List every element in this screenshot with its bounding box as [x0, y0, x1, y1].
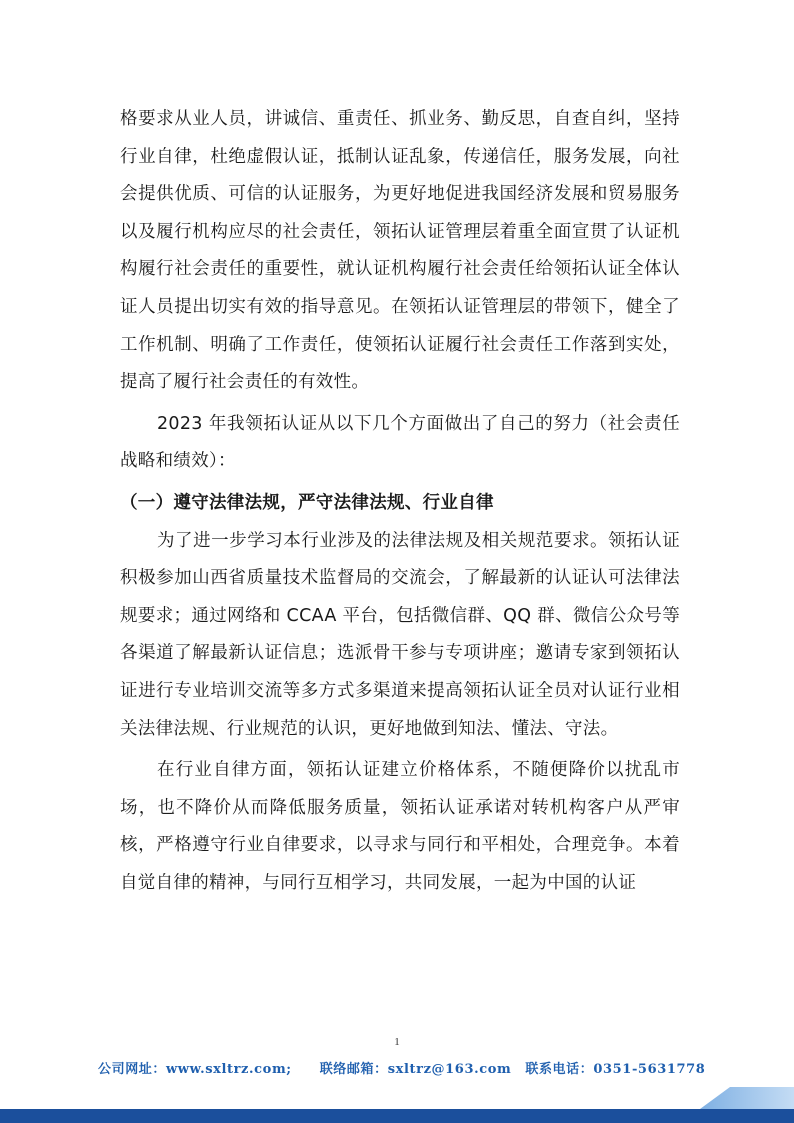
footer-phone: 联系电话：0351-5631778	[525, 1062, 706, 1077]
footer-light-wedge	[700, 1087, 794, 1109]
section-heading: （一）遵守法律法规，严守法律法规、行业自律	[120, 492, 494, 513]
body-paragraph: 为了进一步学习本行业涉及的法律法规及相关规范要求。领拓认证积极参加山西省质量技术监督局的交流会，了解最新的认证认可法律法规要求；通过网络和 CCAA 平台，包括微信群、QQ 群、微信公众号等各渠道了解最新认证信息；选派骨干参与专项讲座；邀请专家到领拓认证进行专业培训交流等多方式多渠道来提高领拓认证全员对认证行业相关法律法规、行业规范的认识，更好地做到知法、懂法、守法。	[120, 530, 680, 739]
footer-decorative-bar	[0, 1081, 794, 1123]
footer-contact-line	[98, 1058, 705, 1077]
body-paragraph: 格要求从业人员，讲诚信、重责任、抓业务、勤反思，自查自纠，坚持行业自律，杜绝虚假认证，抵制认证乱象，传递信任，服务发展，向社会提供优质、可信的认证服务，为更好地促进我国经济发展和贸易服务以及履行机构应尽的社会责任，领拓认证管理层着重全面宣贯了认证机构履行社会责任的重要性，就认证机构履行社会责任给领拓认证全体认证人员提出切实有效的指导意见。在领拓认证管理层的带领下，健全了工作机制、明确了工作责任，使领拓认证履行社会责任工作落到实处，提高了履行社会责任的有效性。	[120, 109, 680, 393]
body-paragraph: 2023 年我领拓认证从以下几个方面做出了自己的努力（社会责任战略和绩效）：	[120, 413, 680, 472]
footer-email: 联络邮箱：sxltrz@163.com	[319, 1062, 512, 1077]
footer-website: 公司网址：www.sxltrz.com;	[98, 1062, 292, 1077]
page-number: 1	[394, 1036, 400, 1048]
footer-dark-band	[0, 1109, 794, 1123]
body-paragraph: 在行业自律方面，领拓认证建立价格体系，不随便降价以扰乱市场，也不降价从而降低服务质量，领拓认证承诺对转机构客户从严审核，严格遵守行业自律要求，以寻求与同行和平相处，合理竞争。本着自觉自律的精神，与同行互相学习，共同发展，一起为中国的认证	[120, 760, 680, 893]
document-body	[120, 101, 680, 902]
